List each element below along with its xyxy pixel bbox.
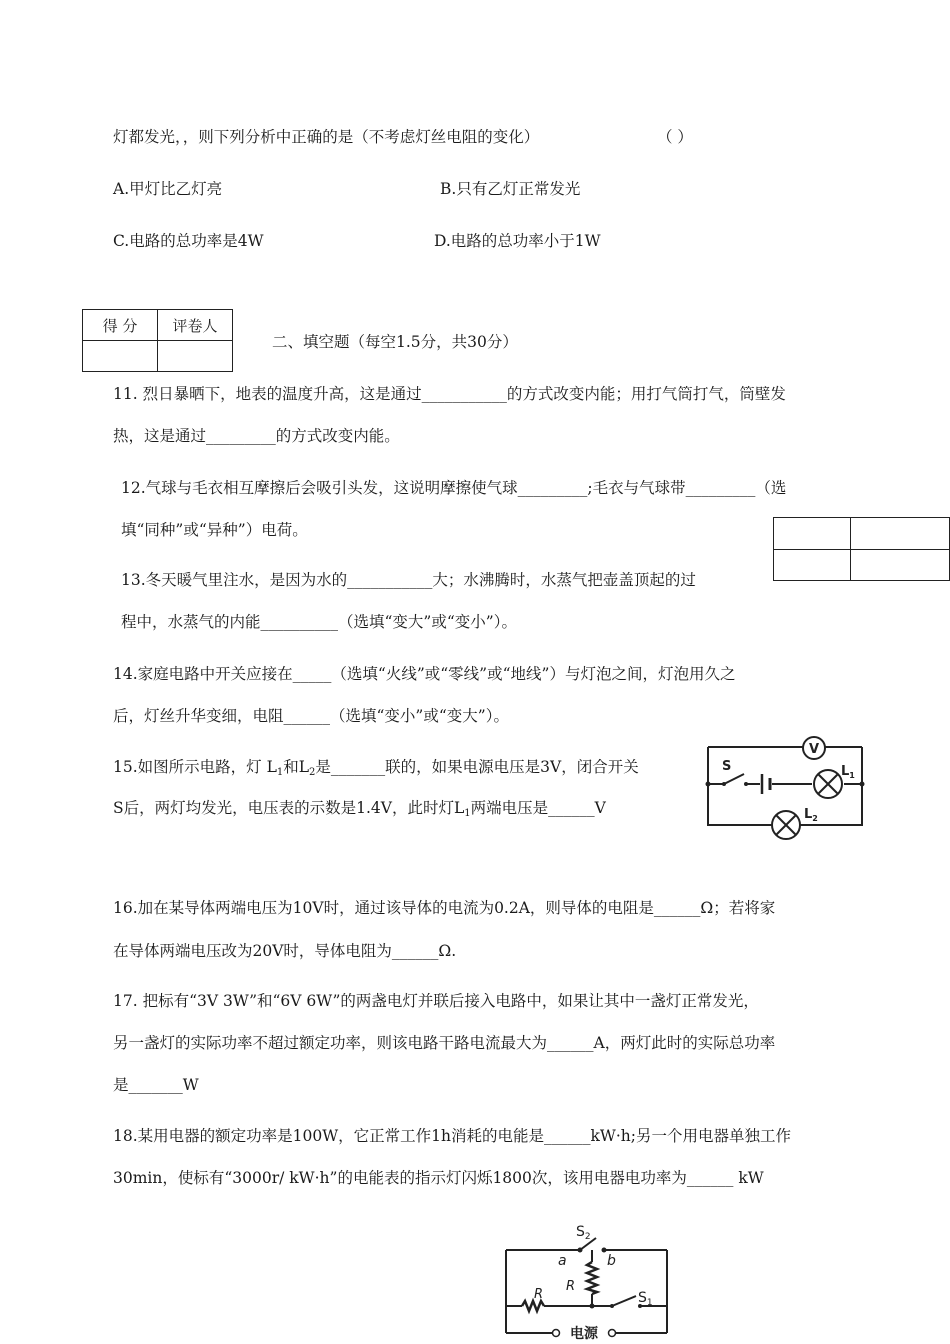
q15-sub: 2 [309, 767, 316, 778]
point-a-label: a [558, 1253, 567, 1269]
q18-line1: 18.某用电器的额定功率是100W，它正常工作1h消耗的电能是______kW·h;另一个用电器单独工作 [113, 1127, 791, 1145]
q11-line1: 11. 烈日暴晒下，地表的温度升高，这是通过___________的方式改变内能；用打气筒打气，筒壁发 [113, 385, 786, 403]
side-cell [774, 518, 851, 550]
resistor-vertical [587, 1262, 597, 1294]
q10-option-b: B.只有乙灯正常发光 [440, 180, 581, 198]
q15-text: 是_______联的，如果电源电压是3V，闭合开关 [315, 758, 639, 776]
q15-sub: 1 [276, 767, 284, 778]
q15-text: 15.如图所示电路，灯 L [113, 758, 277, 776]
source-terminal [609, 1330, 616, 1337]
side-blank-table [773, 517, 950, 581]
resistor-left-label: R [534, 1287, 544, 1302]
q15-line2 [113, 798, 606, 824]
q17-line1: 17. 把标有“3V 3W”和“6V 6W”的两盏电灯并联后接入电路中，如果让其中一盏灯正常发光， [113, 992, 759, 1010]
switch-s1-label: $S_1$ [638, 1290, 653, 1308]
q15-circuit-diagram [700, 738, 870, 830]
power-source-label: 电源 [570, 1326, 598, 1342]
q11-line2: 热，这是通过_________的方式改变内能。 [113, 427, 400, 445]
q17-line3: 是_______W [113, 1076, 199, 1094]
lamp-l2-label: $L_2$ [804, 807, 818, 823]
q16-line1: 16.加在某导体两端电压为10V时，通过该导体的电流为0.2A，则导体的电阻是______Ω；若将家 [113, 899, 776, 917]
switch-s2-label: $S_2$ [576, 1224, 591, 1242]
junction-dot [860, 782, 865, 787]
q13-line2: 程中，水蒸气的内能__________（选填“变大”或“变小”）。 [121, 613, 517, 631]
q10-option-d: D.电路的总功率小于1W [434, 232, 601, 250]
q17-line2: 另一盏灯的实际功率不超过额定功率，则该电路干路电流最大为______A，两灯此时的实际总功率 [113, 1034, 776, 1052]
q12-line1: 12.气球与毛衣相互摩擦后会吸引头发，这说明摩擦使气球_________;毛衣与气球带_________（选 [121, 479, 787, 497]
source-terminal [553, 1330, 560, 1337]
q19-circuit-diagram [500, 1220, 675, 1344]
contact-b [602, 1248, 607, 1253]
q16-line2: 在导体两端电压改为20V时，导体电阻为______Ω. [113, 942, 457, 960]
grader-header: 评卷人 [158, 310, 233, 341]
lamp-l1-label: $L_1$ [841, 764, 855, 780]
switch-label: S [722, 759, 732, 774]
side-cell [851, 550, 950, 581]
q14-line2: 后，灯丝升华变细，电阻______（选填“变小”或“变大”）。 [113, 707, 509, 725]
q10-option-a: A.甲灯比乙灯亮 [113, 180, 223, 198]
q15-sub: 1 [464, 808, 471, 819]
section-title: 二、填空题（每空1.5分，共30分） [272, 333, 518, 351]
q14-line1: 14.家庭电路中开关应接在_____（选填“火线”或“零线”或“地线”）与灯泡之间，灯泡用久之 [113, 665, 736, 683]
q12-line2: 填“同种”或“异种”）电荷。 [121, 521, 308, 539]
junction-dot [590, 1304, 595, 1309]
q13-line1: 13.冬天暖气里注水，是因为水的___________大；水沸腾时，水蒸气把壶盖顶起的过 [121, 571, 696, 589]
contact-a [578, 1248, 583, 1253]
voltmeter-label: V [808, 742, 820, 757]
resistor-vertical-label: R [566, 1279, 576, 1294]
q15-text: 两端电压是______V [470, 799, 606, 817]
grader-cell [158, 341, 233, 372]
resistor-left [522, 1301, 544, 1311]
q10-stem-tail: 灯都发光，，则下列分析中正确的是（不考虑灯丝电阻的变化） [113, 128, 540, 146]
score-cell [83, 341, 158, 372]
side-cell [851, 518, 950, 550]
point-b-label: b [607, 1253, 616, 1269]
score-table [82, 309, 233, 372]
q15-text: S后，两灯均发光，电压表的示数是1.4V，此时灯L [113, 799, 465, 817]
q10-answer-bracket: （ ） [657, 128, 693, 146]
switch-contact [744, 782, 748, 786]
q15-text: 和L [283, 758, 310, 776]
switch-contact [722, 782, 726, 786]
lamp-l1 [814, 770, 842, 798]
side-cell [774, 550, 851, 581]
switch-contact [610, 1304, 614, 1308]
junction-dot [706, 782, 711, 787]
score-header: 得 分 [83, 310, 158, 341]
q18-line2: 30min，使标有“3000r/ kW·h”的电能表的指示灯闪烁1800次，该用电器电功率为______ kW [113, 1169, 764, 1187]
q10-option-c: C.电路的总功率是4W [113, 232, 264, 250]
q15-line1 [113, 757, 639, 783]
lamp-l2 [772, 811, 800, 839]
